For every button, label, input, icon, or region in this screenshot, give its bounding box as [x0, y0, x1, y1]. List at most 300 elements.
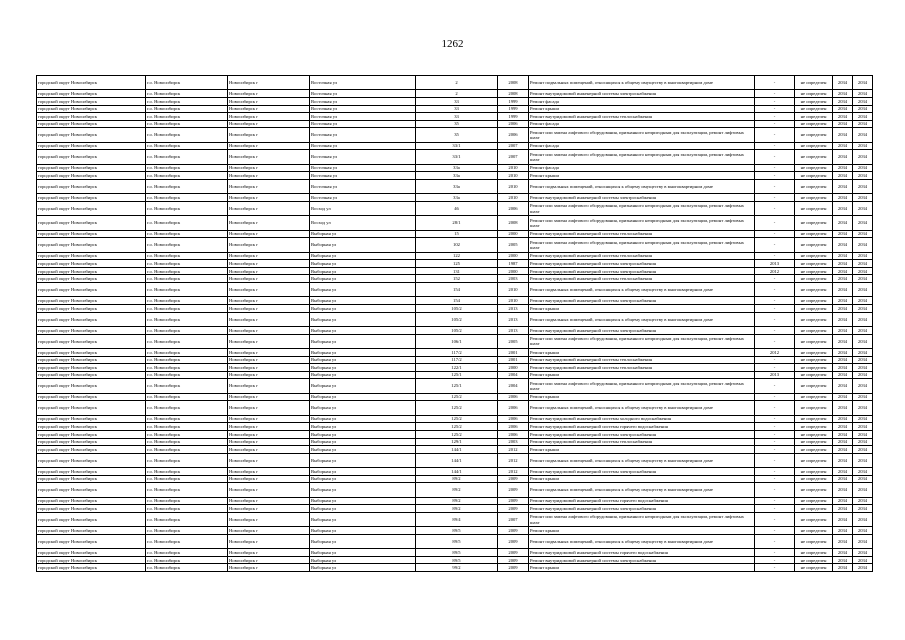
table-row	[37, 238, 873, 252]
street-cell: Выборная ул	[310, 453, 416, 467]
plan-start-cell: 2034	[833, 468, 853, 476]
cost-cell: не определен	[795, 475, 833, 483]
work-type-cell: Ремонт внутридомовой инженерной системы электроснабжения	[529, 430, 755, 438]
plan-end-cell: 2034	[853, 90, 873, 98]
last-repair-cell: -	[755, 216, 795, 230]
table-row	[37, 142, 873, 150]
settlement-cell: г.о. Новосибирск	[146, 401, 228, 415]
last-repair-cell: -	[755, 527, 795, 535]
plan-start-cell: 2034	[833, 430, 853, 438]
year-cell: 1999	[498, 105, 529, 113]
table-row	[37, 364, 873, 372]
house-cell: 89/4	[416, 512, 498, 526]
city-cell: Новосибирск г	[228, 453, 310, 467]
plan-start-cell: 2034	[833, 453, 853, 467]
plan-start-cell: 2034	[833, 252, 853, 260]
municipality-cell: городской округ Новосибирск	[37, 120, 146, 128]
plan-end-cell: 2034	[853, 356, 873, 364]
settlement-cell: г.о. Новосибирск	[146, 260, 228, 268]
settlement-cell: г.о. Новосибирск	[146, 252, 228, 260]
plan-start-cell: 2034	[833, 483, 853, 497]
cost-cell: не определен	[795, 312, 833, 326]
house-cell: 125/2	[416, 430, 498, 438]
street-cell: Выборная ул	[310, 379, 416, 393]
settlement-cell: г.о. Новосибирск	[146, 438, 228, 446]
street-cell: Выборная ул	[310, 275, 416, 283]
plan-start-cell: 2034	[833, 260, 853, 268]
settlement-cell: г.о. Новосибирск	[146, 564, 228, 572]
plan-start-cell: 2034	[833, 230, 853, 238]
house-cell: 89/2	[416, 505, 498, 513]
table-row	[37, 564, 873, 572]
table-row	[37, 179, 873, 193]
cost-cell: не определен	[795, 201, 833, 215]
last-repair-cell: -	[755, 430, 795, 438]
city-cell: Новосибирск г	[228, 549, 310, 557]
house-cell: 28/1	[416, 216, 498, 230]
work-type-cell: Ремонт подвальных помещений, относящихся к общему имуществу в многоквартирном доме	[529, 76, 755, 90]
settlement-cell: г.о. Новосибирск	[146, 194, 228, 202]
plan-end-cell: 2034	[853, 423, 873, 431]
plan-end-cell: 2034	[853, 142, 873, 150]
house-cell: 117/2	[416, 356, 498, 364]
street-cell: Выборная ул	[310, 260, 416, 268]
year-cell: 2006	[498, 401, 529, 415]
last-repair-cell: -	[755, 297, 795, 305]
house-cell: 2	[416, 90, 498, 98]
last-repair-cell: -	[755, 142, 795, 150]
last-repair-cell: -	[755, 90, 795, 98]
city-cell: Новосибирск г	[228, 527, 310, 535]
plan-end-cell: 2034	[853, 379, 873, 393]
plan-start-cell: 2034	[833, 142, 853, 150]
work-type-cell: Ремонт внутридомовой инженерной системы электроснабжения	[529, 260, 755, 268]
settlement-cell: г.о. Новосибирск	[146, 90, 228, 98]
plan-start-cell: 2034	[833, 90, 853, 98]
table-row	[37, 105, 873, 113]
municipality-cell: городской округ Новосибирск	[37, 438, 146, 446]
year-cell: 2010	[498, 194, 529, 202]
cost-cell: не определен	[795, 305, 833, 313]
street-cell: Выборная ул	[310, 283, 416, 297]
year-cell: 2003	[498, 438, 529, 446]
municipality-cell: городской округ Новосибирск	[37, 453, 146, 467]
year-cell: 2005	[498, 334, 529, 348]
house-cell: 33а	[416, 179, 498, 193]
plan-start-cell: 2034	[833, 349, 853, 357]
plan-end-cell: 2034	[853, 468, 873, 476]
city-cell: Новосибирск г	[228, 483, 310, 497]
municipality-cell: городской округ Новосибирск	[37, 430, 146, 438]
year-cell: 2004	[498, 371, 529, 379]
table-row	[37, 505, 873, 513]
plan-end-cell: 2034	[853, 172, 873, 180]
settlement-cell: г.о. Новосибирск	[146, 512, 228, 526]
year-cell: 2009	[498, 483, 529, 497]
cost-cell: не определен	[795, 379, 833, 393]
plan-start-cell: 2034	[833, 238, 853, 252]
city-cell: Новосибирск г	[228, 312, 310, 326]
year-cell: 2012	[498, 446, 529, 454]
municipality-cell: городской округ Новосибирск	[37, 364, 146, 372]
settlement-cell: г.о. Новосибирск	[146, 556, 228, 564]
table-row	[37, 453, 873, 467]
plan-start-cell: 2034	[833, 150, 853, 164]
city-cell: Новосибирск г	[228, 216, 310, 230]
work-type-cell: Ремонт или замена лифтового оборудования, признанного непригодным для эксплуатации, ремонт лифтовых шахт	[529, 238, 755, 252]
cost-cell: не определен	[795, 564, 833, 572]
year-cell: 2008	[498, 76, 529, 90]
municipality-cell: городской округ Новосибирск	[37, 172, 146, 180]
table-row	[37, 297, 873, 305]
street-cell: Восточная ул	[310, 150, 416, 164]
municipality-cell: городской округ Новосибирск	[37, 105, 146, 113]
street-cell: Выборная ул	[310, 446, 416, 454]
street-cell: Восточная ул	[310, 128, 416, 142]
municipality-cell: городской округ Новосибирск	[37, 371, 146, 379]
plan-end-cell: 2034	[853, 446, 873, 454]
street-cell: Выборная ул	[310, 423, 416, 431]
plan-start-cell: 2034	[833, 216, 853, 230]
year-cell: 2009	[498, 549, 529, 557]
plan-start-cell: 2034	[833, 201, 853, 215]
table-row	[37, 430, 873, 438]
plan-end-cell: 2034	[853, 497, 873, 505]
plan-start-cell: 2034	[833, 371, 853, 379]
plan-end-cell: 2034	[853, 76, 873, 90]
plan-start-cell: 2034	[833, 379, 853, 393]
municipality-cell: городской округ Новосибирск	[37, 97, 146, 105]
table-row	[37, 549, 873, 557]
table-row	[37, 283, 873, 297]
cost-cell: не определен	[795, 423, 833, 431]
plan-start-cell: 2034	[833, 105, 853, 113]
municipality-cell: городской округ Новосибирск	[37, 564, 146, 572]
table-row	[37, 415, 873, 423]
plan-end-cell: 2034	[853, 120, 873, 128]
plan-start-cell: 2034	[833, 534, 853, 548]
city-cell: Новосибирск г	[228, 379, 310, 393]
settlement-cell: г.о. Новосибирск	[146, 76, 228, 90]
municipality-cell: городской округ Новосибирск	[37, 446, 146, 454]
settlement-cell: г.о. Новосибирск	[146, 150, 228, 164]
cost-cell: не определен	[795, 172, 833, 180]
plan-end-cell: 2034	[853, 97, 873, 105]
last-repair-cell: -	[755, 305, 795, 313]
house-cell: 15	[416, 230, 498, 238]
year-cell: 2009	[498, 475, 529, 483]
street-cell: Выборная ул	[310, 364, 416, 372]
municipality-cell: городской округ Новосибирск	[37, 164, 146, 172]
plan-end-cell: 2034	[853, 260, 873, 268]
municipality-cell: городской округ Новосибирск	[37, 468, 146, 476]
table-row	[37, 90, 873, 98]
municipality-cell: городской округ Новосибирск	[37, 90, 146, 98]
settlement-cell: г.о. Новосибирск	[146, 216, 228, 230]
work-type-cell: Ремонт крыши	[529, 105, 755, 113]
city-cell: Новосибирск г	[228, 105, 310, 113]
table-row	[37, 164, 873, 172]
municipality-cell: городской округ Новосибирск	[37, 297, 146, 305]
plan-start-cell: 2034	[833, 128, 853, 142]
year-cell: 2013	[498, 327, 529, 335]
work-type-cell: Ремонт крыши	[529, 475, 755, 483]
table-row	[37, 349, 873, 357]
house-cell: 154	[416, 283, 498, 297]
table-row	[37, 230, 873, 238]
table-body	[37, 76, 873, 572]
city-cell: Новосибирск г	[228, 564, 310, 572]
street-cell: Восход ул	[310, 216, 416, 230]
street-cell: Восточная ул	[310, 90, 416, 98]
work-type-cell: Ремонт фасада	[529, 97, 755, 105]
street-cell: Выборная ул	[310, 401, 416, 415]
work-type-cell: Ремонт внутридомовой инженерной системы электроснабжения	[529, 556, 755, 564]
city-cell: Новосибирск г	[228, 164, 310, 172]
year-cell: 2004	[498, 379, 529, 393]
year-cell: 2007	[498, 150, 529, 164]
street-cell: Выборная ул	[310, 549, 416, 557]
settlement-cell: г.о. Новосибирск	[146, 142, 228, 150]
year-cell: 2007	[498, 512, 529, 526]
table-row	[37, 312, 873, 326]
last-repair-cell: -	[755, 468, 795, 476]
work-type-cell: Ремонт или замена лифтового оборудования, признанного непригодным для эксплуатации, ремонт лифтовых шахт	[529, 150, 755, 164]
last-repair-cell: 2012	[755, 267, 795, 275]
house-cell: 33а	[416, 172, 498, 180]
cost-cell: не определен	[795, 283, 833, 297]
cost-cell: не определен	[795, 453, 833, 467]
street-cell: Выборная ул	[310, 252, 416, 260]
work-type-cell: Ремонт подвальных помещений, относящихся к общему имуществу в многоквартирном доме	[529, 401, 755, 415]
work-type-cell: Ремонт внутридомовой инженерной системы электроснабжения	[529, 90, 755, 98]
city-cell: Новосибирск г	[228, 179, 310, 193]
last-repair-cell: -	[755, 179, 795, 193]
settlement-cell: г.о. Новосибирск	[146, 505, 228, 513]
settlement-cell: г.о. Новосибирск	[146, 549, 228, 557]
municipality-cell: городской округ Новосибирск	[37, 260, 146, 268]
work-type-cell: Ремонт внутридомовой инженерной системы горячего водоснабжения	[529, 423, 755, 431]
last-repair-cell: -	[755, 475, 795, 483]
plan-end-cell: 2034	[853, 201, 873, 215]
city-cell: Новосибирск г	[228, 150, 310, 164]
plan-end-cell: 2034	[853, 150, 873, 164]
house-cell: 125/2	[416, 423, 498, 431]
street-cell: Выборная ул	[310, 430, 416, 438]
municipality-cell: городской округ Новосибирск	[37, 201, 146, 215]
plan-end-cell: 2034	[853, 179, 873, 193]
plan-end-cell: 2034	[853, 238, 873, 252]
plan-end-cell: 2034	[853, 327, 873, 335]
street-cell: Выборная ул	[310, 556, 416, 564]
city-cell: Новосибирск г	[228, 142, 310, 150]
settlement-cell: г.о. Новосибирск	[146, 423, 228, 431]
settlement-cell: г.о. Новосибирск	[146, 120, 228, 128]
house-cell: 33	[416, 113, 498, 121]
last-repair-cell: -	[755, 356, 795, 364]
street-cell: Выборная ул	[310, 505, 416, 513]
plan-start-cell: 2034	[833, 267, 853, 275]
plan-start-cell: 2034	[833, 564, 853, 572]
street-cell: Восточная ул	[310, 142, 416, 150]
house-cell: 117/2	[416, 349, 498, 357]
last-repair-cell: -	[755, 76, 795, 90]
cost-cell: не определен	[795, 105, 833, 113]
plan-end-cell: 2034	[853, 505, 873, 513]
table-row	[37, 97, 873, 105]
last-repair-cell: 2012	[755, 349, 795, 357]
house-cell: 144/1	[416, 468, 498, 476]
house-cell: 89/5	[416, 527, 498, 535]
municipality-cell: городской округ Новосибирск	[37, 527, 146, 535]
city-cell: Новосибирск г	[228, 334, 310, 348]
table-row	[37, 475, 873, 483]
city-cell: Новосибирск г	[228, 349, 310, 357]
plan-start-cell: 2034	[833, 415, 853, 423]
street-cell: Выборная ул	[310, 564, 416, 572]
city-cell: Новосибирск г	[228, 430, 310, 438]
street-cell: Выборная ул	[310, 475, 416, 483]
year-cell: 2013	[498, 305, 529, 313]
table-row	[37, 556, 873, 564]
work-type-cell: Ремонт или замена лифтового оборудования, признанного непригодным для эксплуатации, ремонт лифтовых шахт	[529, 334, 755, 348]
city-cell: Новосибирск г	[228, 423, 310, 431]
plan-start-cell: 2034	[833, 120, 853, 128]
cost-cell: не определен	[795, 216, 833, 230]
year-cell: 2006	[498, 393, 529, 401]
plan-end-cell: 2034	[853, 275, 873, 283]
last-repair-cell: -	[755, 364, 795, 372]
city-cell: Новосибирск г	[228, 364, 310, 372]
cost-cell: не определен	[795, 549, 833, 557]
year-cell: 2009	[498, 497, 529, 505]
house-cell: 89/5	[416, 549, 498, 557]
house-cell: 105/2	[416, 312, 498, 326]
work-type-cell: Ремонт фасада	[529, 164, 755, 172]
year-cell: 2010	[498, 179, 529, 193]
last-repair-cell: -	[755, 512, 795, 526]
last-repair-cell: -	[755, 201, 795, 215]
work-type-cell: Ремонт крыши	[529, 393, 755, 401]
year-cell: 1999	[498, 113, 529, 121]
work-type-cell: Ремонт внутридомовой инженерной системы теплоснабжения	[529, 230, 755, 238]
municipality-cell: городской округ Новосибирск	[37, 283, 146, 297]
cost-cell: не определен	[795, 230, 833, 238]
street-cell: Выборная ул	[310, 438, 416, 446]
cost-cell: не определен	[795, 194, 833, 202]
settlement-cell: г.о. Новосибирск	[146, 312, 228, 326]
house-cell: 144/1	[416, 453, 498, 467]
cost-cell: не определен	[795, 128, 833, 142]
work-type-cell: Ремонт или замена лифтового оборудования, признанного непригодным для эксплуатации, ремонт лифтовых шахт	[529, 379, 755, 393]
cost-cell: не определен	[795, 238, 833, 252]
house-cell: 33	[416, 97, 498, 105]
capital-repair-table	[36, 75, 873, 572]
settlement-cell: г.о. Новосибирск	[146, 283, 228, 297]
work-type-cell: Ремонт подвальных помещений, относящихся к общему имуществу в многоквартирном доме	[529, 534, 755, 548]
work-type-cell: Ремонт внутридомовой инженерной системы электроснабжения	[529, 297, 755, 305]
city-cell: Новосибирск г	[228, 97, 310, 105]
plan-start-cell: 2034	[833, 113, 853, 121]
plan-start-cell: 2034	[833, 475, 853, 483]
plan-end-cell: 2034	[853, 393, 873, 401]
street-cell: Выборная ул	[310, 305, 416, 313]
city-cell: Новосибирск г	[228, 113, 310, 121]
street-cell: Восточная ул	[310, 120, 416, 128]
table-row	[37, 534, 873, 548]
last-repair-cell: -	[755, 401, 795, 415]
table-row	[37, 438, 873, 446]
year-cell: 2009	[498, 556, 529, 564]
last-repair-cell: -	[755, 505, 795, 513]
city-cell: Новосибирск г	[228, 401, 310, 415]
year-cell: 2006	[498, 415, 529, 423]
last-repair-cell: -	[755, 327, 795, 335]
house-cell: 33а	[416, 194, 498, 202]
work-type-cell: Ремонт крыши	[529, 172, 755, 180]
year-cell: 2010	[498, 172, 529, 180]
city-cell: Новосибирск г	[228, 446, 310, 454]
table-row	[37, 512, 873, 526]
cost-cell: не определен	[795, 556, 833, 564]
plan-end-cell: 2034	[853, 216, 873, 230]
municipality-cell: городской округ Новосибирск	[37, 556, 146, 564]
year-cell: 2009	[498, 534, 529, 548]
work-type-cell: Ремонт крыши	[529, 564, 755, 572]
table-row	[37, 201, 873, 215]
city-cell: Новосибирск г	[228, 393, 310, 401]
municipality-cell: городской округ Новосибирск	[37, 252, 146, 260]
plan-end-cell: 2034	[853, 164, 873, 172]
street-cell: Восточная ул	[310, 172, 416, 180]
house-cell: 105/2	[416, 305, 498, 313]
street-cell: Выборная ул	[310, 312, 416, 326]
municipality-cell: городской округ Новосибирск	[37, 356, 146, 364]
house-cell: 35	[416, 120, 498, 128]
city-cell: Новосибирск г	[228, 297, 310, 305]
table-row	[37, 194, 873, 202]
municipality-cell: городской округ Новосибирск	[37, 549, 146, 557]
municipality-cell: городской округ Новосибирск	[37, 393, 146, 401]
plan-end-cell: 2034	[853, 312, 873, 326]
year-cell: 2001	[498, 356, 529, 364]
municipality-cell: городской округ Новосибирск	[37, 76, 146, 90]
settlement-cell: г.о. Новосибирск	[146, 105, 228, 113]
plan-start-cell: 2034	[833, 356, 853, 364]
cost-cell: не определен	[795, 164, 833, 172]
work-type-cell: Ремонт или замена лифтового оборудования, признанного непригодным для эксплуатации, ремонт лифтовых шахт	[529, 512, 755, 526]
plan-start-cell: 2034	[833, 527, 853, 535]
work-type-cell: Ремонт или замена лифтового оборудования, признанного непригодным для эксплуатации, ремонт лифтовых шахт	[529, 201, 755, 215]
house-cell: 125/2	[416, 393, 498, 401]
plan-start-cell: 2034	[833, 194, 853, 202]
house-cell: 89/5	[416, 534, 498, 548]
city-cell: Новосибирск г	[228, 415, 310, 423]
plan-start-cell: 2034	[833, 172, 853, 180]
settlement-cell: г.о. Новосибирск	[146, 267, 228, 275]
cost-cell: не определен	[795, 179, 833, 193]
plan-start-cell: 2034	[833, 556, 853, 564]
table-row	[37, 423, 873, 431]
street-cell: Выборная ул	[310, 230, 416, 238]
plan-end-cell: 2034	[853, 349, 873, 357]
settlement-cell: г.о. Новосибирск	[146, 534, 228, 548]
street-cell: Выборная ул	[310, 415, 416, 423]
plan-end-cell: 2034	[853, 453, 873, 467]
plan-end-cell: 2034	[853, 113, 873, 121]
house-cell: 122	[416, 252, 498, 260]
city-cell: Новосибирск г	[228, 201, 310, 215]
